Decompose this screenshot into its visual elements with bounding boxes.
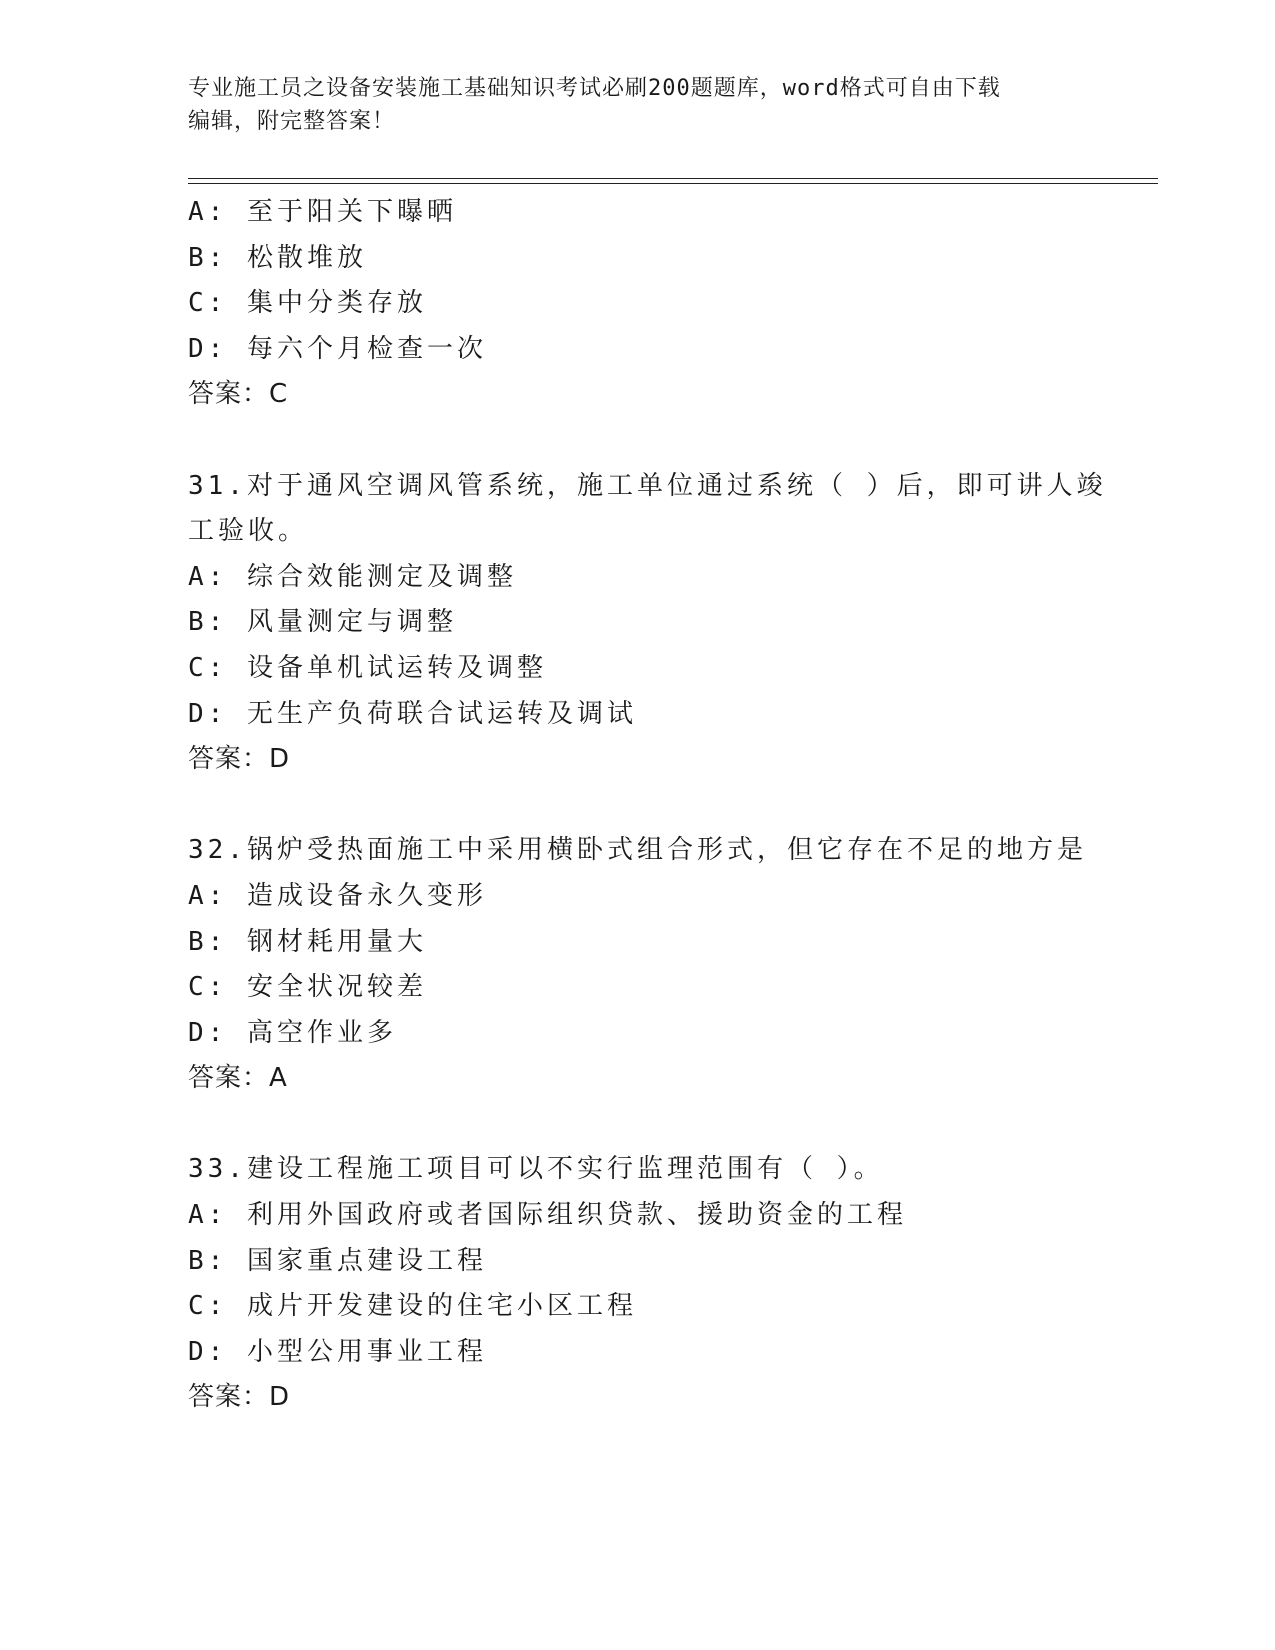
option-b: B: 钢材耗用量大	[188, 926, 427, 957]
option-d: D: 每六个月检查一次	[188, 333, 487, 364]
question-31	[188, 464, 1107, 783]
header-title-line-2: 编辑，附完整答案！	[188, 109, 396, 134]
option-c: C: 安全状况较差	[188, 972, 427, 1003]
header-divider	[188, 178, 1158, 184]
option-d: D: 小型公用事业工程	[188, 1336, 487, 1367]
spacer	[188, 418, 1068, 464]
option-d: D: 无生产负荷联合试运转及调试	[188, 698, 637, 729]
option-c: C: 集中分类存放	[188, 288, 427, 319]
question-stem-line-1: 31.对于通风空调风管系统，施工单位通过系统（ ）后，即可讲人竣	[188, 470, 1107, 501]
answer: 答案：A	[188, 1063, 288, 1094]
question-32	[188, 828, 1087, 1102]
question-30	[188, 190, 1068, 418]
question-stem-line-1: 32.锅炉受热面施工中采用横卧式组合形式，但它存在不足的地方是	[188, 835, 1087, 866]
answer: 答案：D	[188, 744, 291, 775]
option-a: A: 造成设备永久变形	[188, 880, 487, 911]
spacer	[188, 1102, 1068, 1148]
page-header	[188, 72, 1068, 138]
spacer	[188, 783, 1068, 829]
question-stem-line-1: 33.建设工程施工项目可以不实行监理范围有（ ）。	[188, 1154, 884, 1185]
question-stem-line-2: 工验收。	[188, 516, 309, 547]
option-d: D: 高空作业多	[188, 1017, 397, 1048]
option-c: C: 成片开发建设的住宅小区工程	[188, 1291, 637, 1322]
option-a: A: 综合效能测定及调整	[188, 561, 517, 592]
option-a: A: 至于阳关下曝晒	[188, 197, 457, 227]
option-c: C: 设备单机试运转及调整	[188, 652, 547, 683]
question-list	[188, 190, 1107, 1421]
answer: 答案：D	[188, 1382, 291, 1413]
option-b: B: 国家重点建设工程	[188, 1245, 487, 1276]
option-b: B: 风量测定与调整	[188, 607, 457, 638]
question-33	[188, 1147, 1068, 1421]
header-title-line-1: 专业施工员之设备安装施工基础知识考试必刷200题题库，word格式可自由下载	[188, 76, 1001, 101]
option-a: A: 利用外国政府或者国际组织贷款、援助资金的工程	[188, 1200, 907, 1231]
option-b: B: 松散堆放	[188, 242, 367, 273]
answer: 答案：C	[188, 379, 289, 410]
